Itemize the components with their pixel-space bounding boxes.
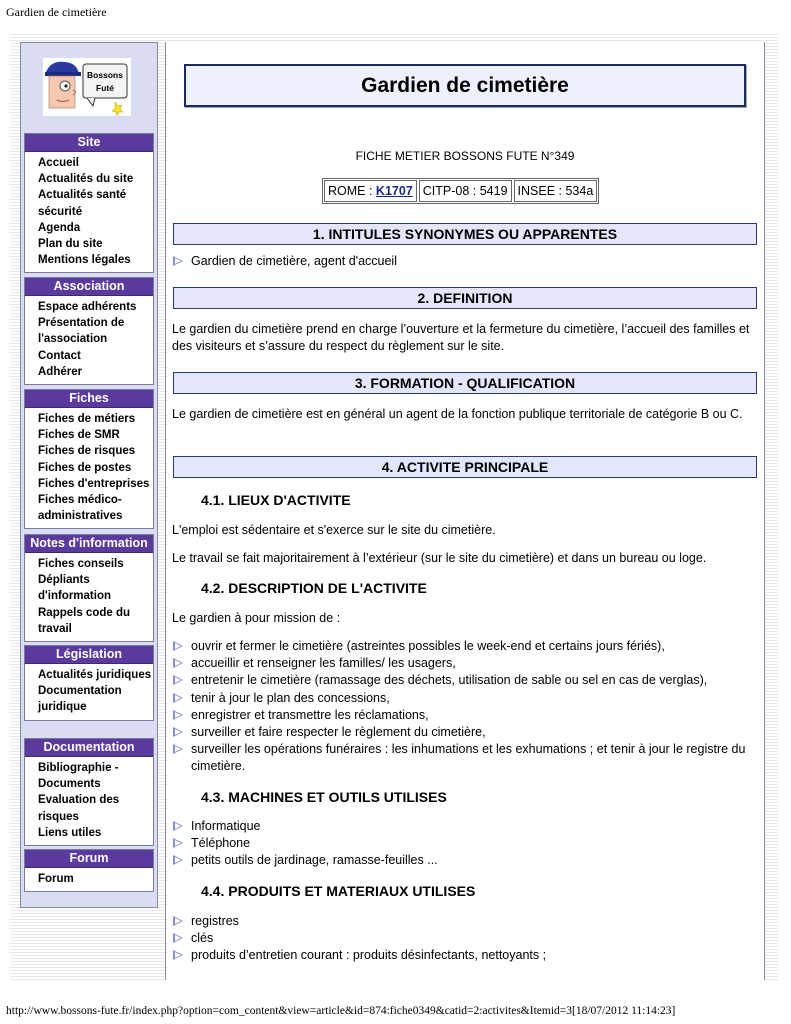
bullet-arrow-icon — [173, 675, 183, 685]
logo-text-2: Futé — [96, 83, 114, 93]
section-heading-4: 4. ACTIVITE PRINCIPALE — [173, 456, 757, 478]
nav-fiches-smr[interactable]: Fiches de SMR — [38, 429, 120, 442]
nav-fiches-postes[interactable]: Fiches de postes — [38, 461, 132, 474]
subheading-4-2: 4.2. DESCRIPTION DE L'ACTIVITE — [201, 580, 427, 596]
sidebar-section-site — [24, 133, 154, 273]
list-item — [172, 672, 758, 689]
list-item-text: surveiller et faire respecter le règlement du cimetière, — [191, 725, 486, 740]
nav-fiches-medico-administratives[interactable]: Fiches médico-administratives — [38, 494, 123, 523]
formation-text: Le gardien de cimetière est en général un agent de la fonction publique territoriale de catégorie B ou C. — [172, 407, 743, 421]
list-item — [172, 947, 758, 964]
bullet-arrow-icon — [173, 933, 183, 943]
list-item — [172, 818, 758, 835]
bullet-arrow-icon — [173, 916, 183, 926]
nav-bibliographie[interactable]: Bibliographie - Documents — [38, 762, 119, 791]
list-item-text: petits outils de jardinage, ramasse-feuilles ... — [191, 853, 438, 868]
rome-code-link[interactable]: K1707 — [375, 184, 413, 198]
subheading-4-1: 4.1. LIEUX D'ACTIVITE — [201, 492, 351, 508]
machines-list — [172, 818, 758, 870]
bullet-arrow-icon — [173, 693, 183, 703]
list-item-text: surveiller les opérations funéraires : les inhumations et les exhumations ; et tenir à jour le registre du cimetière. — [191, 742, 746, 774]
list-item — [172, 253, 758, 270]
section-title: Forum — [25, 850, 153, 868]
list-item-text: Informatique — [191, 819, 261, 833]
bullet-arrow-icon — [173, 710, 183, 720]
nav-fiches-entreprises[interactable]: Fiches d'entreprises — [38, 477, 150, 490]
bullet-arrow-icon — [173, 727, 183, 737]
logo-text-1: Bossons — [87, 70, 123, 80]
sidebar-section-fiches — [24, 389, 154, 529]
page-title: Gardien de cimetière — [184, 64, 746, 107]
list-item — [172, 913, 758, 930]
section-title: Fiches — [25, 390, 153, 408]
list-item — [172, 835, 758, 852]
list-item-text: produits d’entretien courant : produits désinfectants, nettoyants ; — [191, 948, 547, 963]
insee-cell: INSEE : 534a — [514, 180, 598, 202]
nav-fiches-conseils[interactable]: Fiches conseils — [38, 558, 124, 570]
subheading-4-3: 4.3. MACHINES ET OUTILS UTILISES — [201, 789, 447, 805]
section-heading-2: 2. DEFINITION — [173, 287, 757, 309]
nav-actualites-site[interactable]: Actualités du site — [38, 173, 134, 186]
list-item — [172, 724, 758, 741]
list-item-text: ouvrir et fermer le cimetière (astreintes possibles le week-end et certains jours fériés), — [191, 639, 665, 653]
nav-actualites-sante-securite[interactable]: Actualités santé sécurité — [38, 189, 127, 218]
nav-espace-adherents[interactable]: Espace adhérents — [38, 301, 137, 313]
list-item-text: Téléphone — [191, 836, 251, 851]
list-item-text: accueillir et renseigner les familles/ les usagers, — [191, 656, 456, 671]
sidebar-section-documentation — [24, 738, 154, 846]
rome-cell — [324, 180, 417, 202]
nav-documentation-juridique[interactable]: Documentation juridique — [38, 685, 122, 714]
sidebar-section-legislation — [24, 645, 154, 721]
sidebar — [20, 42, 158, 908]
section-title: Notes d'information — [25, 535, 153, 553]
sidebar-section-association — [24, 277, 154, 385]
print-header: Gardien de cimetière — [6, 5, 107, 19]
bullet-arrow-icon — [173, 256, 183, 266]
bullet-arrow-icon — [173, 744, 183, 754]
section-title: Site — [25, 134, 153, 152]
list-item — [172, 741, 758, 775]
rome-label: ROME : — [328, 184, 376, 198]
sidebar-section-notes — [24, 534, 154, 642]
main-content — [165, 42, 765, 980]
list-item — [172, 638, 758, 655]
list-item-text: Gardien de cimetière, agent d'accueil — [191, 254, 397, 268]
list-item-text: clés — [191, 931, 214, 946]
section-title: Association — [25, 278, 153, 296]
nav-depliants[interactable]: Dépliants d'information — [38, 574, 112, 603]
list-item-text: enregistrer et transmettre les réclamations, — [191, 707, 429, 722]
produits-list — [172, 913, 758, 965]
list-item — [172, 852, 758, 869]
nav-agenda[interactable]: Agenda — [38, 221, 81, 234]
bullet-arrow-icon — [173, 641, 183, 651]
nav-rappels-code-travail[interactable]: Rappels code du travail — [38, 606, 131, 635]
list-item-text: registres — [191, 914, 239, 928]
citp-cell: CITP-08 : 5419 — [419, 180, 512, 202]
list-item — [172, 707, 758, 724]
bullet-arrow-icon — [173, 950, 183, 960]
list-item — [172, 930, 758, 947]
lieux-text-1: L'emploi est sédentaire et s'exerce sur le site du cimetière. — [172, 523, 496, 537]
subheading-4-4: 4.4. PRODUITS ET MATERIAUX UTILISES — [201, 883, 476, 899]
section-title: Documentation — [25, 739, 153, 757]
list-item-text: tenir à jour le plan des concessions, — [191, 690, 390, 705]
print-footer-url: http://www.bossons-fute.fr/index.php?option=com_content&view=article&id=874:fiche0349&catid=2:activites&Itemid=3[18/07/2012 11:14:23] — [6, 1005, 676, 1017]
codes-table — [322, 178, 599, 204]
section-title: Législation — [25, 646, 153, 664]
nav-fiches-risques[interactable]: Fiches de risques — [38, 445, 136, 458]
bullet-arrow-icon — [173, 838, 183, 848]
list-item — [172, 690, 758, 707]
nav-mentions-legales[interactable]: Mentions légales — [38, 254, 131, 267]
nav-liens-utiles[interactable]: Liens utiles — [38, 826, 102, 839]
site-logo[interactable] — [43, 58, 131, 116]
section-heading-1: 1. INTITULES SYNONYMES OU APPARENTES — [173, 223, 757, 245]
synonyms-list — [172, 253, 758, 270]
nav-forum[interactable]: Forum — [38, 873, 74, 885]
bullet-arrow-icon — [173, 658, 183, 668]
nav-presentation-association[interactable]: Présentation de l'association — [38, 317, 125, 346]
list-item — [172, 655, 758, 672]
bullet-arrow-icon — [173, 821, 183, 831]
description-intro: Le gardien à pour mission de : — [172, 611, 341, 625]
nav-accueil[interactable]: Accueil — [38, 157, 79, 169]
list-item-text: entretenir le cimetière (ramassage des déchets, utilisation de sable ou sel en cas de verglas), — [191, 673, 708, 688]
nav-actualites-juridiques[interactable]: Actualités juridiques — [38, 669, 152, 681]
nav-adherer[interactable]: Adhérer — [38, 365, 83, 378]
definition-text: Le gardien du cimetière prend en charge l’ouverture et la fermeture du cimetière, l’accueil des familles et des visiteurs et s’assure du respect du règlement sur le site. — [172, 322, 750, 353]
nav-evaluation-risques[interactable]: Evaluation des risques — [38, 794, 120, 823]
lieux-text-2: Le travail se fait majoritairement à l’extérieur (sur le site du cimetière) et dans un bureau ou loge. — [172, 551, 707, 565]
nav-plan-du-site[interactable]: Plan du site — [38, 238, 103, 251]
bullet-arrow-icon — [173, 855, 183, 865]
fiche-number: FICHE METIER BOSSONS FUTE N°349 — [355, 149, 575, 163]
nav-fiches-metiers[interactable]: Fiches de métiers — [38, 413, 136, 425]
section-heading-3: 3. FORMATION - QUALIFICATION — [173, 372, 757, 394]
sidebar-section-forum — [24, 849, 154, 892]
description-list — [172, 638, 758, 776]
nav-contact[interactable]: Contact — [38, 349, 81, 362]
